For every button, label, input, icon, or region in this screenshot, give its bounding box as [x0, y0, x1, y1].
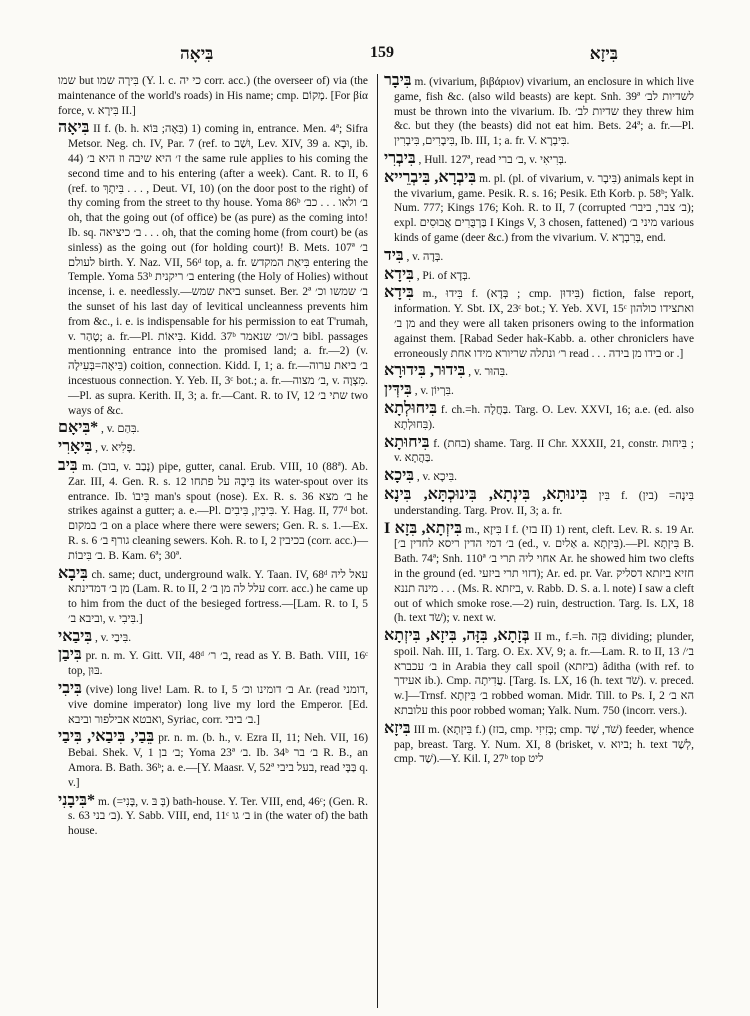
entry-text: (vive) long live! Lam. R. to I, 5 ב׳ דומינו וכ׳ Ar. (read דומני, vive domine imperator) long live my lord the Emperor. [Ed. ואבטא אבילפור וביבא, Syriac, corr. ב׳ ביבי.] — [68, 684, 368, 726]
entry-headword: *בִּיבָנִי — [58, 791, 96, 809]
dictionary-entry — [58, 791, 368, 839]
entry-text: , Pi. of בְּדָא. — [416, 269, 471, 282]
entry-text: , v. פָּלִיא. — [95, 442, 136, 455]
entry-text: pr. n. m. (b. h., v. Ezra II, 11; Neh. VII, 16) Bebai. Shek. V, 1 ב׳ בן; Yoma 23ª ב׳. Ib. 34ᵇ ב׳ בר R. B., an Amora. B. Bath. 36ᵇ; a. e.—[Y. Maasr. V, 52ª בעל ביבי, read בַּבָּי q. v.] — [68, 732, 369, 789]
dictionary-entry — [384, 265, 694, 284]
entry-headword: בִּידָא — [384, 265, 414, 283]
entry-text: m. (=בָּנִי, v. בְּ בּ) bath-house. Y. Ter. VIII, end, 46ᶜ; (Gen. R. s. 63 ב׳ בני). Y. Sabb. VIII, end, 11ᶜ ב׳ גו in (the water of) the bath house. — [68, 795, 368, 838]
entry-headword: בֵּבַי, בִּיבַאי, בִּיבַי — [58, 728, 155, 746]
entry-headword: *בִּיאָם — [58, 419, 99, 437]
entry-headword: בִּיזָא — [384, 719, 411, 737]
entry-continuation — [58, 74, 368, 118]
entry-headword: בִּיחוּלְתָא — [384, 399, 437, 417]
entry-headword: בִּיבְרָא, בִּיבְרֵייא — [384, 168, 477, 186]
entry-headword: בִּינוּתָא, בִּינְתָא, בִּינוּכְתָּא, בִּינָא — [384, 485, 588, 503]
entry-text: m. (vivarium, βιβάριον) vivarium, an enclosure in which live game, fish &c. (also wild beasts) are kept. Snh. 39ª לשדיות לב׳ must be thrown into the vivarium. Ib. שדיות לב׳ they threw him &c. but they (the beasts) did not eat him. Bets. 24ª; a. fr.—Pl. בִּיבָרִים, בִּיבָרִין, Ib. III, 1; a. fr. V. בִּיבְרָא. — [394, 76, 694, 148]
dictionary-entry — [384, 286, 694, 361]
entry-text: m., בִּידוּ f. (בְּדָא ; cmp. בִּידוּן) fiction, false report, information. Y. Sbt. IX, 23ᶜ bot.; Y. Yeb. XVI, 15ᶜ ואתצידו כולהון מן ב׳ and they were all taken prisoners owing to the information against them. [Rabad Seder hak-Kabb. a. other chroniclers have erroneously ר׳ ונתלה שריורא מידו אחת read . . . בידו מן בידה or .] — [394, 288, 695, 360]
entry-headword: בִּיזְתָא, בִּזָא I — [384, 519, 462, 537]
dictionary-entry — [384, 433, 694, 467]
entry-headword: בִּיבְרִי — [384, 149, 416, 167]
dictionary-entry — [58, 627, 368, 646]
entry-headword: בִּיבַאי — [58, 627, 93, 645]
entry-text: , v. בִּהַם. — [101, 423, 140, 436]
dictionary-entry — [58, 456, 369, 564]
page-header — [58, 40, 706, 74]
entry-text: m., בִּיזָא I f. (בזי II) 1) rent, cleft. Lev. R. s. 19 Ar. [ב׳ דמי הדין ריסא לחדין ב׳ (ed., v. אַליִם a. בִּיזְתָא).—Pl. בִּיזְתָא B. Bath. 74ª; Snh. 110ª אחוי ליה תרי ב׳ Ar. he showed him two clefts in the ground (ed. דזוי תרי ביזעי); Ar. ed. pr. Var. חזיא ביזתא דסליק . . . מינה תננא (Ms. R. ביזתא, v. Rabb. D. S. a. l. note) I saw a cleft out of which smoke rose.—2) ruin, destruction. Targ. Is. LX, 18 (h. text שֹׁד); v. next w. — [394, 523, 695, 625]
entry-text: pr. n. m. Y. Gitt. VII, 48ᵈ ב׳ ר׳, read as Y. B. Bath. VIII, 16ᶜ top, בּוּן. — [68, 650, 368, 678]
entry-text: II m., f.=h. בִּזָּה dividing; plunder, spoil. Nah. III, 1. Targ. O. Ex. XV, 9; a. fr.—Lam. R. to II, 13 ב׳/ ב׳ עכברא in Arabia they call spoil (ביזתא) âditha (with ref. to אעידך ib.). Cmp. עֲדִיתָה. [Targ. Is. LX, 16 (h. text שֹׁד). v. preced. w.]—Trnsf. ב׳ בִּיזְתָא robbed woman. Midr. Till. to Ps. I, 2 הא ב׳ עלובתא this poor robbed woman; Yalk. Num. 750 (incorr. vers.). — [394, 631, 694, 718]
entry-text: III m. (בִּיזְתָא f.) (בזז, cmp. בְּזִיזִי; cmp. שֹׁד, שַׁד) feeder, whence pap, breast. Targ. Y. Num. XI, 8 (brisket, v. ביוא; h. text לְשַׁד, cmp. שַׁד).—Y. Kil. I, 27ᵇ top ליט — [394, 723, 694, 766]
entry-headword: בִּיבָא — [58, 564, 88, 582]
dictionary-entry — [384, 629, 694, 719]
entry-text: , v. בְּדָה. — [406, 250, 444, 263]
dictionary-entry — [58, 121, 368, 418]
entry-headword: בְּזָתָא, בִּזָּה, בִּיזָא, בִּיזְתָא — [384, 627, 530, 645]
dictionary-entry — [58, 682, 368, 727]
entry-text: m. pl. (pl. of vivarium, v. בִּיבָר) animals kept in the vivarium, game. Pesik. R. s. 16; Pesik. Eth Korb. p. 58ᵇ; Yalk. Num. 777; Kings 176; Koh. R. to II, 7 (corrupted ב׳ צבר, ביבר׳); expl. בַּרְבֻּרִים אֲבוּסִים I Kings V, 3 chosen, fattened) מיני ב׳ various kinds of game (deer &c.) from the vivarium. V. בְּרִבְרָא, end. — [394, 172, 694, 244]
dictionary-entry — [384, 383, 694, 399]
dictionary-entry — [58, 648, 368, 679]
header-right-headword: בִּיזָא — [589, 44, 618, 63]
entry-text: , v. בִּיבַי. — [94, 631, 132, 644]
right-column — [384, 74, 694, 842]
page-columns — [58, 74, 706, 842]
left-column — [58, 74, 368, 842]
entry-headword: בִּיד — [384, 246, 404, 264]
header-left-headword: בִּיאָה — [180, 44, 214, 63]
entry-headword: בִּיבִי — [58, 680, 82, 698]
column-divider — [377, 74, 378, 1008]
entry-headword: בִּיאָרִי — [58, 438, 93, 456]
page-number: 159 — [370, 44, 394, 61]
entry-headword: בִּידְּין — [384, 381, 412, 399]
entry-text: ch. same; duct, underground walk. Y. Taan. IV, 68ᵈ עאל ליה מן ב׳ דמדינתא (Lam. R. to II, 2 עלל לה מן ב׳ corr. acc.) he came up to him from the duct of the besieged fortress.—[Lam. R. to I, 5 וביבא ב׳, v. בִּיבִי.] — [68, 568, 368, 625]
entry-headword: בִּיב — [58, 456, 78, 474]
entry-headword: בִּיחוּתָא — [384, 433, 430, 451]
entry-text: , v. בִּרְיוֹן. — [414, 385, 454, 398]
entry-text: f. ch.=h. בַּחֲלָה. Targ. O. Lev. XXVI, 16; a.e. (ed. also בִּחוּלְתָא). — [394, 403, 694, 431]
dictionary-entry — [384, 149, 694, 168]
dictionary-entry — [384, 399, 694, 433]
entry-text: , Hull. 127ª, read ב׳ ברי, v. בְּרִיאִי. — [418, 153, 567, 166]
entry-headword: בִּידָא — [384, 284, 414, 302]
dictionary-entry — [384, 74, 694, 149]
entry-text: , v. בִּהוּר. — [468, 366, 509, 379]
entry-headword: בִּידוּר, בִּידוּרָא — [384, 362, 466, 380]
dictionary-entry — [384, 485, 694, 519]
dictionary-entry — [384, 364, 694, 380]
entry-text: m. (בוב, v. נָבַב) pipe, gutter, canal. Erub. VIII, 10 (88ª). Ab. Zar. III, 4. Gen. R. s. 12 בִּיבָהּ על פתחו its water-spout over its entrance. Ib. בִּיבוֹ man's spout (nose). Ex. R. s. 36 ב׳ מצא he strikes against a gutter; a. e.—Pl. בִּיבִין, בִּיבִים. Y. Hag. II, 77ᵈ bot. ב׳ במקום on a place where there were sewers; Gen. R. s. 1.—Ex. R. s. 6 גורף ב׳ cleaning sewers. Koh. R. to I, 2 בכיבין (corr. acc.)—ב׳ בִּיבוֹת. B. Kam. 6ª; 30ª. — [68, 460, 369, 562]
entry-headword: בִּיאָה — [58, 119, 90, 137]
dictionary-entry — [58, 730, 368, 790]
dictionary-entry — [384, 168, 694, 246]
dictionary-entry — [384, 519, 695, 627]
entry-text: f. (בחת) shame. Targ. II Chr. XXXII, 21, constr. בִּיחוּת ; v. בַּהֲתָא. — [394, 437, 694, 465]
entry-headword: בִּיבַן — [58, 646, 82, 664]
entry-headword: בִּיבָר — [384, 72, 412, 89]
entry-text: II f. (b. h. בִּאָה; בּוֹא) 1) coming in, entrance. Men. 4ª; Sifra Metsor. Neg. ch. IV, Par. 7 (ref. to וּשַׁב, Lev. XIV, 39 a. וּבָא, ib. 44) ז׳ היא שיבה וז היא ב׳ the same rule applies to his coming the second time and to his entering (after a week). Cant. R. to II, 6 (ref. to בִּיתָךְ . . . , Deut. VI, 10) (on the door post to the right) of thy coming from the street to thy house. Yoma 86ᵇ ב׳ ולאו . . . כב׳ oh, that the going out (of office) be (as pure) as the coming into! Ib. sq. ב׳ כיציאה . . . oh, that the coming home (from court) be (as sinless) as the going out (for holding court)! B. Mets. 107ª ב׳ לעולם birth. Y. Naz. VII, 56ᵈ top, a. fr. בִּיאַת המקדש entering the Temple. Yoma 53ᵇ ב׳ ריקנית entering (the Holy of Holies) without incense, i. e. needlessly.—ביאת שמש sunset. Ber. 2ª ב׳ שמשו וכ׳ the sunset of his last day of levitical uncleanness prevents him from &c., i. e. is indispensable for his permission to eat T'rumah, v. טָהַר; a. fr.—Pl. בִּיאוֹת. Kidd. 37ᵇ ב׳/וכ׳ שנאמר bibl. passages mentionning entrance into the promised land; a. fr.—2) (v. בִּיאָה=בְּעִילָה) coition, connection. Kidd. I, 1; a. fr.—ב׳ ביאת ערוה incestuous connection. Y. Yeb. II, 3ᶜ bot.; a. fr.—ב׳ מצוה, v. מִצְוָה.—Pl. as supra. Kerith. II, 3; a. fr.—Cant. R. to IV, 12 שתי ב׳ two ways of &c. — [68, 123, 369, 417]
dictionary-entry — [384, 246, 694, 265]
entry-text: שמו but בִּירָה שמו (Y. l. c. כי יה corr. acc.) (the overseer of) via (the maintenance of the world's roads) in His name; cmp. מָקוֹם. [For βία force, v. בִּירָא II.] — [58, 75, 368, 117]
dictionary-entry — [384, 469, 694, 485]
entry-text: בִּין f. (בין) =בִּינָה understanding. Targ. Prov. II, 3; a. fr. — [394, 489, 694, 517]
entry-text: , v. בִּיכָא. — [416, 471, 457, 484]
entry-headword: בִּיכָא — [384, 467, 414, 485]
dictionary-entry — [58, 564, 368, 627]
dictionary-entry — [58, 440, 368, 456]
dictionary-entry — [58, 421, 368, 437]
dictionary-entry — [384, 719, 694, 767]
